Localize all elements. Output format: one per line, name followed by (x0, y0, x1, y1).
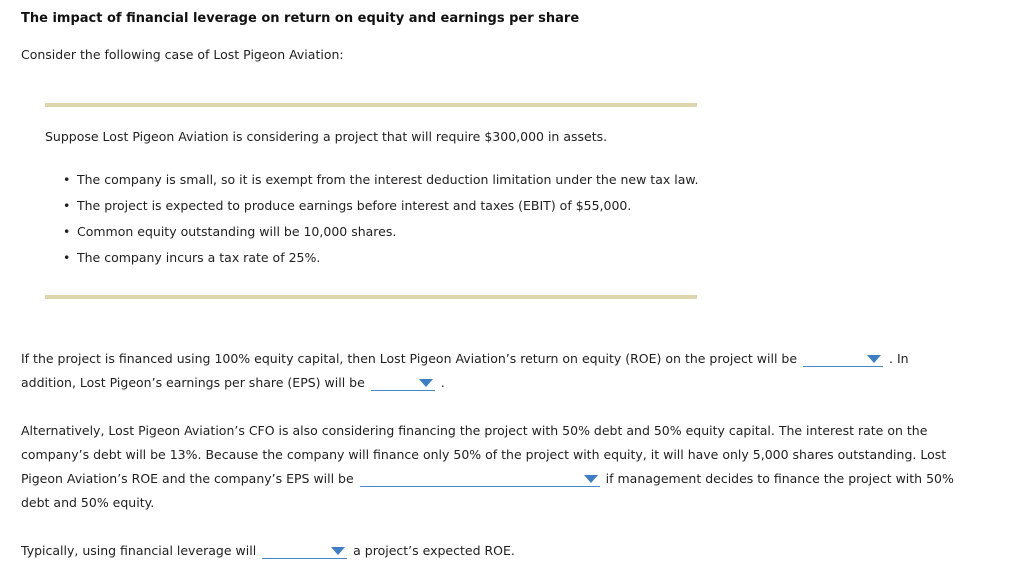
question-text: company’s debt will be 13%. Because the company will finance only 50% of the project with equity, it will have only 5,000 shares outstanding. Lost (21, 447, 947, 462)
bottom-divider (45, 295, 697, 299)
eps-equity-dropdown[interactable] (371, 375, 435, 391)
question-text: . In (889, 351, 909, 366)
leverage-effect-dropdown[interactable] (262, 543, 347, 559)
question-text: addition, Lost Pigeon’s earnings per share (EPS) will be (21, 375, 365, 390)
intro-text: Consider the following case of Lost Pigeon Aviation: (21, 47, 344, 62)
scenario-text: Suppose Lost Pigeon Aviation is considering a project that will require $300,000 in assets. (45, 129, 608, 144)
question-text: a project’s expected ROE. (353, 543, 515, 558)
page-title: The impact of financial leverage on return on equity and earnings per share (21, 11, 580, 26)
question-text: Alternatively, Lost Pigeon Aviation’s CFO is also considering financing the project with 50% debt and 50% equity capital. The interest rate on the (21, 423, 928, 438)
chevron-down-icon (331, 547, 345, 555)
chevron-down-icon (419, 379, 433, 387)
chevron-down-icon (867, 355, 881, 363)
question-text: Typically, using financial leverage will (21, 543, 257, 558)
question-text: Pigeon Aviation’s ROE and the company’s EPS will be (21, 471, 354, 486)
list-item: • The company incurs a tax rate of 25%. (60, 250, 698, 276)
question-leveraged-financing (21, 419, 981, 515)
list-item: • The company is small, so it is exempt from the interest deduction limitation under the new tax law. (60, 172, 698, 198)
roe-equity-dropdown[interactable] (803, 351, 883, 367)
roe-eps-leveraged-dropdown[interactable] (360, 471, 600, 487)
list-item: • The project is expected to produce earnings before interest and taxes (EBIT) of $55,000. (60, 198, 698, 224)
question-text: . (440, 375, 445, 390)
question-leverage-effect (21, 539, 981, 563)
question-text: if management decides to finance the project with 50% (605, 471, 954, 486)
assumption-list (60, 172, 698, 276)
question-text: If the project is financed using 100% equity capital, then Lost Pigeon Aviation’s return on equity (ROE) on the project will be (21, 351, 798, 366)
list-item: • Common equity outstanding will be 10,000 shares. (60, 224, 698, 250)
top-divider (45, 103, 697, 107)
question-text: debt and 50% equity. (21, 495, 155, 510)
chevron-down-icon (584, 475, 598, 483)
question-equity-financing (21, 347, 981, 395)
